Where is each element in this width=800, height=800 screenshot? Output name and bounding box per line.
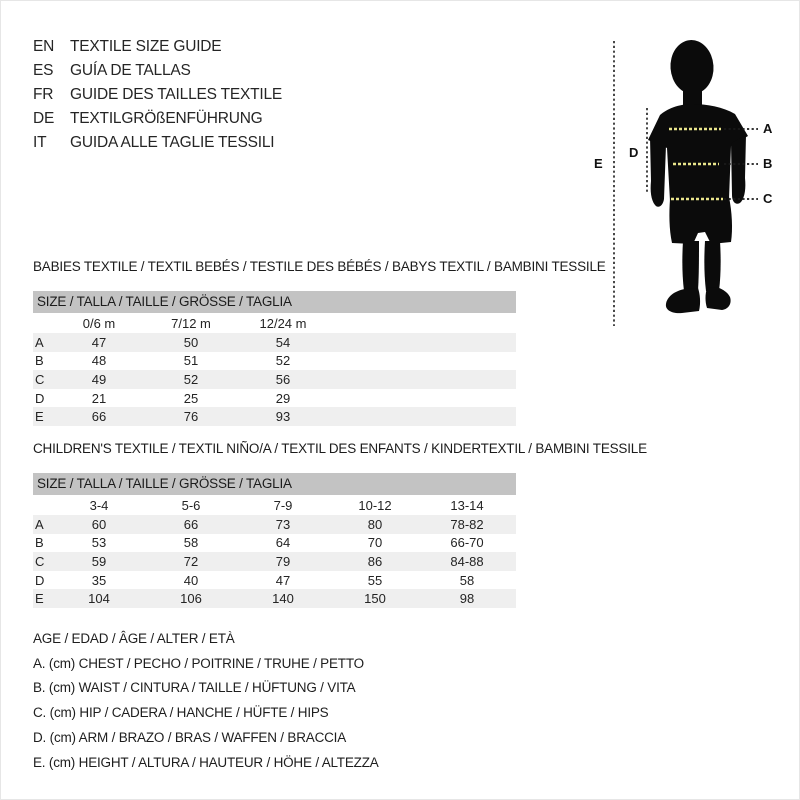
row-label: A xyxy=(35,334,44,350)
table-cell: 49 xyxy=(91,371,107,387)
lang-row-es xyxy=(33,59,282,83)
lang-code: FR xyxy=(33,86,54,103)
column-header: 13-14 xyxy=(450,497,484,513)
table-row xyxy=(33,534,516,553)
legend-arm: D. (cm) ARM / BRAZO / BRAS / WAFFEN / BRACCIA xyxy=(33,729,347,745)
children-table xyxy=(33,495,516,608)
table-cell: 47 xyxy=(91,334,107,350)
lang-title: GUIDA ALLE TAGLIE TESSILI xyxy=(70,134,275,151)
label-e: E xyxy=(594,156,603,171)
table-cell: 53 xyxy=(91,535,107,551)
child-silhouette-figure xyxy=(586,31,786,331)
column-header: 0/6 m xyxy=(82,315,116,331)
lang-code: EN xyxy=(33,38,55,55)
row-label: E xyxy=(35,591,44,607)
label-b: B xyxy=(763,156,773,171)
table-cell: 40 xyxy=(183,572,199,588)
column-header: 10-12 xyxy=(358,497,392,513)
row-label: D xyxy=(35,390,45,406)
column-header: 3-4 xyxy=(89,497,109,513)
child-silhouette xyxy=(648,39,748,314)
lang-row-it xyxy=(33,131,282,155)
column-header: 5-6 xyxy=(181,497,201,513)
table-cell: 52 xyxy=(183,371,199,387)
table-cell: 80 xyxy=(367,516,383,532)
table-cell: 25 xyxy=(183,390,199,406)
table-cell: 86 xyxy=(367,553,383,569)
table-cell: 70 xyxy=(367,535,383,551)
babies-size-header: SIZE / TALLA / TAILLE / GRÖSSE / TAGLIA xyxy=(33,291,516,313)
babies-column-header-row xyxy=(33,313,516,333)
table-cell: 21 xyxy=(91,390,107,406)
lang-title: TEXTILGRÖßENFÜHRUNG xyxy=(70,110,263,127)
table-row xyxy=(33,515,516,534)
table-cell: 79 xyxy=(275,553,291,569)
table-cell: 51 xyxy=(183,353,199,369)
lang-code: DE xyxy=(33,110,55,127)
label-d: D xyxy=(629,145,639,160)
table-row xyxy=(33,352,516,371)
table-cell: 29 xyxy=(275,390,291,406)
table-cell: 64 xyxy=(275,535,291,551)
column-header: 12/24 m xyxy=(259,315,307,331)
lang-row-de xyxy=(33,107,282,131)
table-cell: 66 xyxy=(183,516,199,532)
lang-row-en xyxy=(33,35,282,59)
table-cell: 48 xyxy=(91,353,107,369)
column-header: 7/12 m xyxy=(171,315,211,331)
child-measurement-diagram xyxy=(586,31,786,331)
table-cell: 66-70 xyxy=(450,535,484,551)
table-cell: 58 xyxy=(459,572,475,588)
table-cell: 140 xyxy=(272,591,294,607)
babies-section-title: BABIES TEXTILE / TEXTIL BEBÉS / TESTILE DES BÉBÉS / BABYS TEXTIL / BAMBINI TESSILE xyxy=(33,259,606,274)
lang-code: ES xyxy=(33,62,54,79)
legend-age: AGE / EDAD / ÂGE / ALTER / ETÀ xyxy=(33,631,235,646)
table-cell: 78-82 xyxy=(450,516,484,532)
table-cell: 98 xyxy=(459,591,475,607)
table-cell: 76 xyxy=(183,409,199,425)
table-cell: 73 xyxy=(275,516,291,532)
table-row xyxy=(33,407,516,426)
table-cell: 50 xyxy=(183,334,199,350)
table-cell: 58 xyxy=(183,535,199,551)
lang-row-fr xyxy=(33,83,282,107)
table-cell: 93 xyxy=(275,409,291,425)
lang-title: GUÍA DE TALLAS xyxy=(70,62,191,79)
table-row xyxy=(33,333,516,352)
table-row xyxy=(33,552,516,571)
row-label: B xyxy=(35,535,44,551)
table-cell: 104 xyxy=(88,591,110,607)
table-cell: 47 xyxy=(275,572,291,588)
children-size-header: SIZE / TALLA / TAILLE / GRÖSSE / TAGLIA xyxy=(33,473,516,495)
table-cell: 66 xyxy=(91,409,107,425)
legend-hip: C. (cm) HIP / CADERA / HANCHE / HÜFTE / HIPS xyxy=(33,705,329,721)
table-cell: 72 xyxy=(183,553,199,569)
table-cell: 84-88 xyxy=(450,553,484,569)
table-cell: 35 xyxy=(91,572,107,588)
language-title-list xyxy=(33,35,282,155)
table-cell: 56 xyxy=(275,371,291,387)
label-c: C xyxy=(763,191,773,206)
measurement-legend xyxy=(33,627,379,775)
table-cell: 54 xyxy=(275,334,291,350)
row-label: D xyxy=(35,572,45,588)
table-row xyxy=(33,571,516,590)
table-row xyxy=(33,589,516,608)
lang-title: GUIDE DES TAILLES TEXTILE xyxy=(70,86,283,103)
legend-height: E. (cm) HEIGHT / ALTURA / HAUTEUR / HÖHE / ALTEZZA xyxy=(33,754,379,770)
children-column-header-row xyxy=(33,495,516,515)
table-cell: 52 xyxy=(275,353,291,369)
lang-code: IT xyxy=(33,134,47,151)
legend-chest: A. (cm) CHEST / PECHO / POITRINE / TRUHE / PETTO xyxy=(33,655,364,671)
lang-title: TEXTILE SIZE GUIDE xyxy=(70,38,222,55)
table-cell: 59 xyxy=(91,553,107,569)
legend-waist: B. (cm) WAIST / CINTURA / TAILLE / HÜFTUNG / VITA xyxy=(33,680,356,696)
table-cell: 55 xyxy=(367,572,383,588)
table-row xyxy=(33,370,516,389)
table-cell: 106 xyxy=(180,591,202,607)
column-header: 7-9 xyxy=(273,497,293,513)
children-section-title: CHILDREN'S TEXTILE / TEXTIL NIÑO/A / TEXTIL DES ENFANTS / KINDERTEXTIL / BAMBINI TESSILE xyxy=(33,441,647,456)
babies-table xyxy=(33,313,516,426)
row-label: B xyxy=(35,353,44,369)
table-cell: 150 xyxy=(364,591,386,607)
label-a: A xyxy=(763,121,773,136)
row-label: C xyxy=(35,371,45,387)
row-label: E xyxy=(35,409,44,425)
table-row xyxy=(33,389,516,408)
table-cell: 60 xyxy=(91,516,107,532)
row-label: A xyxy=(35,516,44,532)
row-label: C xyxy=(35,553,45,569)
